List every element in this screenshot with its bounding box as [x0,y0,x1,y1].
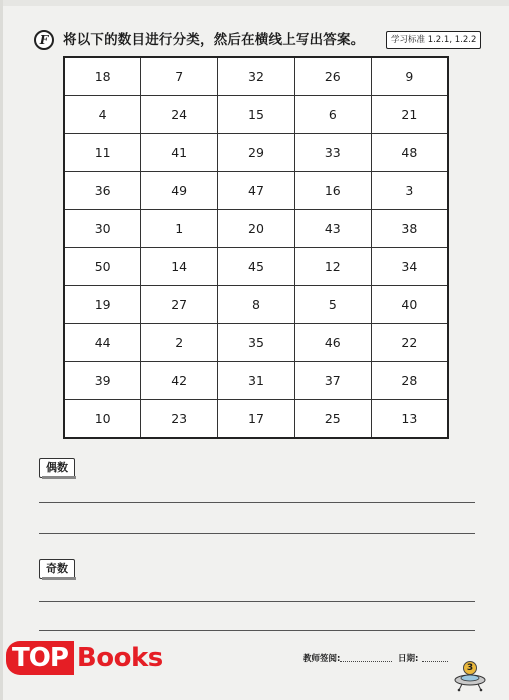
grid-cell: 3 [371,172,448,210]
watermark-books: Books [76,643,163,673]
grid-cell: 33 [294,134,371,172]
instruction-text: 将以下的数目进行分类，然后在横线上写出答案。 [63,32,365,48]
grid-cell: 14 [141,248,218,286]
grid-cell: 6 [294,96,371,134]
grid-cell: 5 [294,286,371,324]
grid-cell: 48 [371,134,448,172]
grid-cell: 43 [294,210,371,248]
ufo-page-badge-icon [453,658,487,692]
grid-cell: 28 [371,362,448,400]
grid-cell: 26 [294,57,371,96]
grid-cell: 20 [218,210,295,248]
number-grid [63,56,449,439]
grid-cell: 40 [371,286,448,324]
page-number: 3 [463,661,477,675]
grid-cell: 9 [371,57,448,96]
exercise-header [34,30,477,52]
grid-row [64,248,448,286]
grid-cell: 35 [218,324,295,362]
date-label: 日期: [398,654,419,664]
grid-cell: 47 [218,172,295,210]
odd-numbers-label: 奇数 [39,559,75,579]
grid-cell: 23 [141,400,218,439]
grid-cell: 49 [141,172,218,210]
grid-cell: 13 [371,400,448,439]
grid-cell: 10 [64,400,141,439]
even-numbers-label: 偶数 [39,458,75,478]
grid-row [64,324,448,362]
grid-cell: 22 [371,324,448,362]
grid-cell: 25 [294,400,371,439]
grid-cell: 7 [141,57,218,96]
grid-cell: 46 [294,324,371,362]
grid-cell: 34 [371,248,448,286]
grid-row [64,286,448,324]
section-badge: F [34,30,54,50]
odd-answer-line[interactable] [39,630,475,631]
grid-cell: 1 [141,210,218,248]
grid-cell: 30 [64,210,141,248]
grid-cell: 24 [141,96,218,134]
page-edge-left [0,0,3,700]
grid-row [64,134,448,172]
grid-cell: 32 [218,57,295,96]
topbooks-watermark [6,640,163,676]
grid-cell: 19 [64,286,141,324]
grid-cell: 31 [218,362,295,400]
learning-standard-tag: 学习标准 1.2.1, 1.2.2 [386,31,481,49]
grid-row [64,362,448,400]
grid-cell: 37 [294,362,371,400]
grid-row [64,210,448,248]
teacher-signature-field[interactable] [340,661,392,662]
grid-cell: 38 [371,210,448,248]
grid-cell: 39 [64,362,141,400]
grid-row [64,172,448,210]
grid-cell: 45 [218,248,295,286]
grid-cell: 2 [141,324,218,362]
even-answer-line[interactable] [39,533,475,534]
grid-cell: 41 [141,134,218,172]
grid-cell: 8 [218,286,295,324]
odd-answer-line[interactable] [39,601,475,602]
grid-cell: 21 [371,96,448,134]
grid-cell: 50 [64,248,141,286]
grid-cell: 44 [64,324,141,362]
page-edge [0,0,509,6]
grid-cell: 29 [218,134,295,172]
grid-cell: 36 [64,172,141,210]
grid-row [64,96,448,134]
date-field[interactable] [422,661,448,662]
grid-cell: 42 [141,362,218,400]
grid-row [64,57,448,96]
grid-cell: 18 [64,57,141,96]
grid-cell: 27 [141,286,218,324]
grid-cell: 16 [294,172,371,210]
grid-cell: 17 [218,400,295,439]
watermark-top: TOP [6,641,74,675]
grid-cell: 4 [64,96,141,134]
grid-cell: 12 [294,248,371,286]
even-answer-line[interactable] [39,502,475,503]
teacher-signature-label: 教师签阅: [303,654,341,664]
grid-cell: 11 [64,134,141,172]
grid-row [64,400,448,439]
grid-cell: 15 [218,96,295,134]
